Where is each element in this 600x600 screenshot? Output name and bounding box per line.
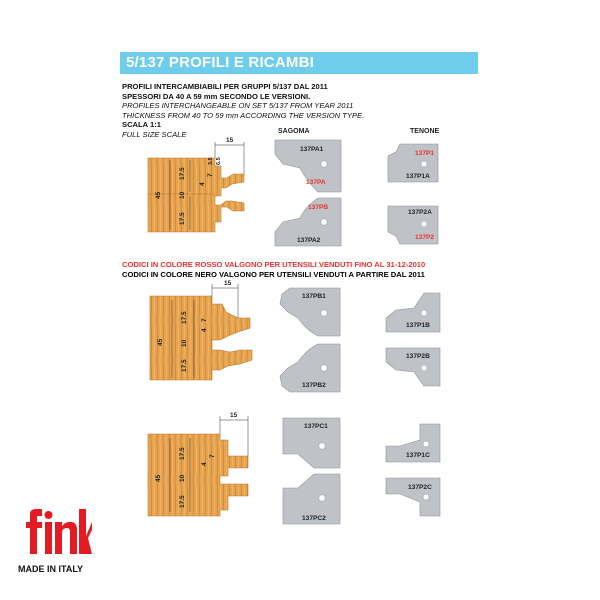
page-title: 5/137 PROFILI E RICAMBI — [126, 54, 314, 71]
dim-10-c: 10 — [179, 474, 186, 482]
label-137P1B: 137P1B — [406, 322, 430, 329]
dim-17-5-a1: 17.5 — [179, 167, 186, 180]
scale-label: SCALA 1:1 — [122, 120, 161, 130]
label-137PC2: 137PC2 — [302, 515, 326, 522]
dim-4-a: 4 — [199, 182, 206, 186]
dim-17-5-b1: 17.5 — [181, 311, 188, 324]
label-137P1C: 137P1C — [406, 452, 430, 459]
dim-10-b: 10 — [181, 339, 188, 347]
dim-7-a: 7 — [207, 173, 214, 177]
dim-45-c: 45 — [155, 474, 162, 482]
label-137PB1: 137PB1 — [302, 293, 326, 300]
dim-7-c: 7 — [209, 454, 216, 458]
dim-4-c: 4 — [201, 462, 208, 466]
label-137P1A: 137P1A — [406, 173, 430, 180]
wood-profile-b — [150, 296, 252, 380]
label-137PA2: 137PA2 — [297, 237, 321, 244]
note-black-codes: CODICI IN COLORE NERO VALGONO PER UTENSILI VENDUTI A PARTIRE DAL 2011 — [122, 270, 425, 279]
intro-line-1: PROFILI INTERCAMBIABILI PER GRUPPI 5/137 DAL 2011 — [122, 82, 328, 91]
label-137P2A: 137P2A — [408, 209, 432, 216]
wood-profile-c — [148, 434, 248, 516]
dim-17-5-c2: 17.5 — [179, 495, 186, 508]
dim-3-5-a: 3.5 — [208, 157, 214, 165]
label-137P2C: 137P2C — [408, 484, 432, 491]
note-red-codes: CODICI IN COLORE ROSSO VALGONO PER UTENSILI VENDUTI FINO AL 31-12-2010 — [122, 260, 426, 269]
dim-45-b: 45 — [157, 338, 164, 346]
dim-10-a: 10 — [179, 191, 186, 199]
dim-17-5-c1: 17.5 — [179, 447, 186, 460]
label-137PB2: 137PB2 — [302, 382, 326, 389]
intro-line-2: SPESSORI DA 40 A 59 mm SECONDO LE VERSIONI. — [122, 91, 311, 101]
dim-width-b: 15 — [224, 280, 232, 287]
dim-width-c: 15 — [230, 412, 238, 419]
column-header-sagoma: SAGOMA — [278, 128, 310, 135]
intro-line-3: PROFILES INTERCHANGEABLE ON SET 5/137 FROM YEAR 2011 — [122, 101, 354, 111]
dim-17-5-b2: 17.5 — [181, 359, 188, 372]
dim-17-5-a2: 17.5 — [179, 212, 186, 225]
label-137PA1: 137PA1 — [300, 146, 324, 153]
label-137PC1: 137PC1 — [304, 423, 328, 430]
made-in-italy: MADE IN ITALY — [18, 564, 84, 574]
scale-label-en: FULL SIZE SCALE — [122, 129, 187, 139]
label-137P1: 137P1 — [415, 150, 435, 157]
wood-profile-a — [148, 158, 244, 232]
dim-width-a: 15 — [226, 137, 234, 144]
intro-line-4: THICKNESS FROM 40 TO 59 mm ACCORDING THE VERSION TYPE. — [122, 110, 365, 120]
label-137PA: 137PA — [306, 179, 326, 186]
column-header-tenone: TENONE — [410, 128, 440, 135]
label-137P2: 137P2 — [415, 234, 435, 241]
fink-logo — [22, 508, 92, 558]
dim-4-b: 4 — [201, 328, 208, 332]
dim-7-b: 7 — [201, 318, 208, 322]
dim-6-5-a: 6.5 — [216, 157, 222, 165]
label-137P2B: 137P2B — [406, 353, 430, 360]
label-137PB: 137PB — [308, 204, 329, 211]
dim-45-a: 45 — [155, 191, 162, 199]
